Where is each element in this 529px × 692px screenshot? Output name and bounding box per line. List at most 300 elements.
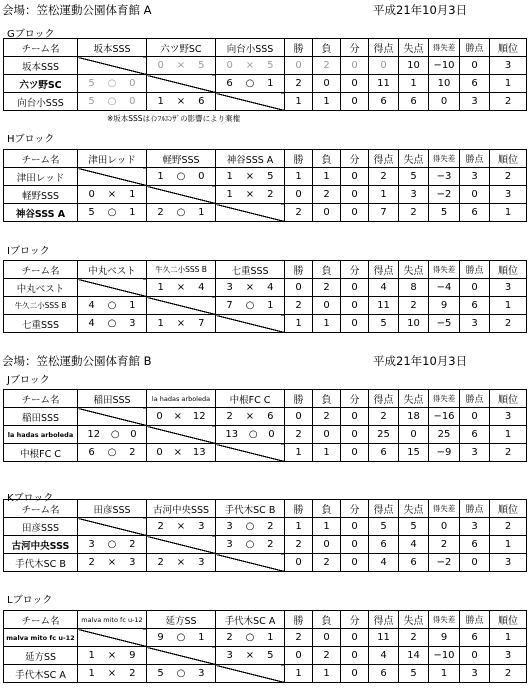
stat-gf: 4 <box>369 554 399 572</box>
home-score: 2 <box>157 557 164 568</box>
self-match-cell <box>147 536 216 554</box>
match-score <box>78 78 146 89</box>
match-score <box>216 78 284 89</box>
opponent-header: 牛久二小SSS B <box>147 261 216 279</box>
pts-header: 勝点 <box>460 261 490 279</box>
result-mark: × <box>245 650 255 661</box>
stat-win: 0 <box>285 647 313 665</box>
opponent-header: 津田レッド <box>78 150 147 168</box>
home-score: 13 <box>225 429 239 440</box>
match-result-cell <box>147 57 216 75</box>
away-score: 5 <box>267 60 274 71</box>
team-row <box>4 279 527 297</box>
team-row <box>4 518 527 536</box>
home-score: 1 <box>157 171 164 182</box>
match-score <box>216 189 284 200</box>
self-match-cell <box>78 408 147 426</box>
venue-b-title: 会場：笠松運動公園体育館 B <box>2 354 152 368</box>
header-row <box>4 611 527 629</box>
away-score: 5 <box>267 171 274 182</box>
match-score <box>216 171 284 182</box>
rank-header: 順位 <box>490 390 527 408</box>
away-score: 3 <box>198 521 205 532</box>
stat-draw: 0 <box>341 57 369 75</box>
match-result-cell <box>78 186 147 204</box>
pts-header: 勝点 <box>460 390 490 408</box>
result-mark: ○ <box>110 429 120 440</box>
away-score: 13 <box>192 447 206 458</box>
self-match-cell <box>78 168 147 186</box>
draw-header: 分 <box>341 39 369 57</box>
league-table-j <box>3 389 527 462</box>
opponent-header: 軽野SSS <box>147 150 216 168</box>
gf-header: 得点 <box>369 390 399 408</box>
team-row <box>4 186 527 204</box>
lose-header: 負 <box>313 261 341 279</box>
gd-header: 得失差 <box>429 500 460 518</box>
stat-win: 0 <box>285 279 313 297</box>
stat-draw: 0 <box>341 426 369 444</box>
away-score: 0 <box>129 78 136 89</box>
stat-rank: 2 <box>490 93 527 111</box>
stat-ga: 10 <box>399 315 429 333</box>
stat-gd: −10 <box>429 647 460 665</box>
opponent-header: 手代木SC B <box>216 500 285 518</box>
team-name-header: チーム名 <box>4 261 78 279</box>
stat-rank: 2 <box>490 518 527 536</box>
gd-header: 得失差 <box>429 261 460 279</box>
stat-gf: 11 <box>369 297 399 315</box>
away-score: 4 <box>267 282 274 293</box>
opponent-header: 神谷SSS A <box>216 150 285 168</box>
match-score <box>216 650 284 661</box>
away-score: 6 <box>267 411 274 422</box>
stat-gd: −10 <box>429 57 460 75</box>
home-score: 2 <box>226 632 233 643</box>
match-result-cell <box>78 426 147 444</box>
stat-gf: 2 <box>369 168 399 186</box>
stat-ga: 2 <box>399 629 429 647</box>
draw-header: 分 <box>341 261 369 279</box>
match-score <box>78 318 146 329</box>
stat-win: 0 <box>285 57 313 75</box>
pts-header: 勝点 <box>460 500 490 518</box>
stat-pts: 0 <box>460 186 490 204</box>
team-name-header: チーム名 <box>4 390 78 408</box>
stat-lose: 1 <box>313 444 341 462</box>
match-result-cell <box>216 186 285 204</box>
lose-header: 負 <box>313 150 341 168</box>
stat-gd: 9 <box>429 297 460 315</box>
match-result-cell <box>78 297 147 315</box>
stat-gf: 11 <box>369 629 399 647</box>
result-mark: × <box>107 668 117 679</box>
stat-lose: 2 <box>313 647 341 665</box>
stat-lose: 1 <box>313 315 341 333</box>
stat-rank: 3 <box>490 554 527 572</box>
home-score: 0 <box>157 60 164 71</box>
away-score: 2 <box>129 447 136 458</box>
team-name: 田彦SSS <box>4 518 78 536</box>
match-score <box>216 411 284 422</box>
block-title: Iブロック <box>7 246 50 257</box>
match-score <box>78 650 146 661</box>
stat-win: 2 <box>285 204 313 222</box>
stat-lose: 0 <box>313 536 341 554</box>
stat-gf: 11 <box>369 75 399 93</box>
pts-header: 勝点 <box>460 611 490 629</box>
stat-lose: 0 <box>313 629 341 647</box>
stat-win: 1 <box>285 168 313 186</box>
venue-b-date: 平成21年10月3日 <box>373 354 468 368</box>
away-score: 1 <box>267 78 274 89</box>
stat-lose: 1 <box>313 518 341 536</box>
stat-ga: 4 <box>399 536 429 554</box>
lose-header: 負 <box>313 500 341 518</box>
match-result-cell <box>78 75 147 93</box>
block-title: Lブロック <box>7 595 53 606</box>
stat-pts: 6 <box>460 629 490 647</box>
match-score <box>78 557 146 568</box>
stat-win: 2 <box>285 426 313 444</box>
match-result-cell <box>216 168 285 186</box>
stat-pts: 0 <box>460 57 490 75</box>
team-name: 七重SSS <box>4 315 78 333</box>
stat-lose: 0 <box>313 426 341 444</box>
away-score: 0 <box>129 96 136 107</box>
rank-header: 順位 <box>490 261 527 279</box>
home-score: 3 <box>226 650 233 661</box>
match-result-cell <box>216 279 285 297</box>
stat-draw: 0 <box>341 186 369 204</box>
win-header: 勝 <box>285 611 313 629</box>
stat-lose: 2 <box>313 408 341 426</box>
stat-pts: 3 <box>460 518 490 536</box>
result-mark: ○ <box>176 668 186 679</box>
opponent-header: 七重SSS <box>216 261 285 279</box>
away-score: 2 <box>267 539 274 550</box>
team-row <box>4 665 527 683</box>
stat-gf: 25 <box>369 426 399 444</box>
stat-rank: 2 <box>490 665 527 683</box>
team-name: 軽野SSS <box>4 186 78 204</box>
stat-lose: 2 <box>313 279 341 297</box>
result-mark: ○ <box>245 632 255 643</box>
home-score: 2 <box>226 411 233 422</box>
stat-ga: 5 <box>399 168 429 186</box>
result-mark: × <box>245 411 255 422</box>
league-table-l <box>3 610 527 683</box>
match-score <box>147 60 215 71</box>
ga-header: 失点 <box>399 390 429 408</box>
team-name: 津田レッド <box>4 168 78 186</box>
result-mark: × <box>173 447 182 458</box>
gd-header: 得失差 <box>429 39 460 57</box>
match-score <box>78 429 146 440</box>
stat-rank: 1 <box>490 204 527 222</box>
stat-gd: 1 <box>429 665 460 683</box>
stat-rank: 3 <box>490 57 527 75</box>
match-score <box>78 300 146 311</box>
away-score: 12 <box>192 411 206 422</box>
match-score <box>78 189 146 200</box>
home-score: 0 <box>156 411 163 422</box>
stat-rank: 2 <box>490 315 527 333</box>
match-score <box>216 521 284 532</box>
stat-ga: 15 <box>399 444 429 462</box>
result-mark: × <box>176 60 186 71</box>
match-result-cell <box>216 408 285 426</box>
header-row <box>4 150 527 168</box>
match-result-cell <box>216 75 285 93</box>
home-score: 0 <box>226 60 233 71</box>
stat-gf: 4 <box>369 279 399 297</box>
match-score <box>147 171 215 182</box>
stat-draw: 0 <box>341 518 369 536</box>
stat-ga: 18 <box>399 408 429 426</box>
stat-rank: 1 <box>490 629 527 647</box>
stat-lose: 1 <box>313 168 341 186</box>
match-result-cell <box>147 204 216 222</box>
team-name-header: チーム名 <box>4 150 78 168</box>
gf-header: 得点 <box>369 611 399 629</box>
away-score: 3 <box>198 557 205 568</box>
result-mark: ○ <box>176 632 186 643</box>
away-score: 1 <box>198 632 205 643</box>
result-mark: × <box>107 557 117 568</box>
self-match-cell <box>147 186 216 204</box>
home-score: 1 <box>157 282 164 293</box>
team-row <box>4 315 527 333</box>
result-mark: ○ <box>248 429 258 440</box>
result-mark: × <box>245 282 255 293</box>
stat-rank: 1 <box>490 297 527 315</box>
result-mark: × <box>107 650 117 661</box>
stat-rank: 3 <box>490 408 527 426</box>
team-name: 稲田SSS <box>4 408 78 426</box>
home-score: 2 <box>88 557 95 568</box>
stat-pts: 3 <box>460 93 490 111</box>
stat-pts: 6 <box>460 536 490 554</box>
self-match-cell <box>147 426 216 444</box>
stat-ga: 10 <box>399 57 429 75</box>
self-match-cell <box>147 75 216 93</box>
header-row <box>4 261 527 279</box>
match-score <box>147 207 215 218</box>
match-score <box>147 318 215 329</box>
match-result-cell <box>216 629 285 647</box>
team-name: 延方SS <box>4 647 78 665</box>
stat-gf: 6 <box>369 93 399 111</box>
rank-header: 順位 <box>490 39 527 57</box>
ga-header: 失点 <box>399 261 429 279</box>
stat-gf: 4 <box>369 647 399 665</box>
match-score <box>216 632 284 643</box>
team-row <box>4 93 527 111</box>
stat-ga: 6 <box>399 93 429 111</box>
away-score: 1 <box>129 300 136 311</box>
league-table-h <box>3 149 527 222</box>
stat-lose: 0 <box>313 297 341 315</box>
team-name-header: チーム名 <box>4 500 78 518</box>
stat-gd: −16 <box>429 408 460 426</box>
team-name: 神谷SSS A <box>4 204 78 222</box>
self-match-cell <box>216 665 285 683</box>
stat-win: 1 <box>285 444 313 462</box>
result-mark: × <box>245 189 255 200</box>
draw-header: 分 <box>341 150 369 168</box>
home-score: 12 <box>87 429 101 440</box>
gf-header: 得点 <box>369 39 399 57</box>
opponent-header: 向台小SSS <box>216 39 285 57</box>
stat-win: 1 <box>285 315 313 333</box>
stat-lose: 2 <box>313 57 341 75</box>
team-name: 中丸ベスト <box>4 279 78 297</box>
self-match-cell <box>216 93 285 111</box>
result-mark: × <box>176 557 186 568</box>
home-score: 1 <box>157 96 164 107</box>
away-score: 2 <box>267 521 274 532</box>
stat-lose: 0 <box>313 204 341 222</box>
match-score <box>78 207 146 218</box>
match-score <box>78 447 146 458</box>
home-score: 6 <box>226 78 233 89</box>
stat-ga: 0 <box>399 426 429 444</box>
team-name-header: チーム名 <box>4 39 78 57</box>
block-title: Jブロック <box>7 375 50 386</box>
stat-draw: 0 <box>341 536 369 554</box>
team-name: 牛久二小SSS B <box>4 297 78 315</box>
team-row <box>4 444 527 462</box>
match-score <box>216 429 284 440</box>
away-score: 1 <box>198 207 205 218</box>
stat-win: 2 <box>285 629 313 647</box>
opponent-header: 中丸ベスト <box>78 261 147 279</box>
result-mark: ○ <box>107 318 117 329</box>
result-mark: ○ <box>107 539 117 550</box>
result-mark: × <box>176 318 186 329</box>
opponent-header: 延方SS <box>147 611 216 629</box>
stat-lose: 1 <box>313 93 341 111</box>
match-score <box>216 282 284 293</box>
result-mark: ○ <box>107 447 117 458</box>
opponent-header: 田彦SSS <box>78 500 147 518</box>
away-score: 2 <box>129 668 136 679</box>
match-result-cell <box>216 518 285 536</box>
venue-a-title: 会場：笠松運動公園体育館 A <box>2 3 152 17</box>
match-result-cell <box>78 665 147 683</box>
stat-draw: 0 <box>341 297 369 315</box>
match-score <box>147 447 215 458</box>
stat-pts: 6 <box>460 204 490 222</box>
lose-header: 負 <box>313 39 341 57</box>
stat-rank: 1 <box>490 536 527 554</box>
win-header: 勝 <box>285 390 313 408</box>
away-score: 9 <box>129 650 136 661</box>
draw-header: 分 <box>341 500 369 518</box>
self-match-cell <box>147 647 216 665</box>
stat-rank: 3 <box>490 186 527 204</box>
block-title: Kブロック <box>7 493 54 504</box>
home-score: 5 <box>88 96 95 107</box>
home-score: 1 <box>226 171 233 182</box>
win-header: 勝 <box>285 261 313 279</box>
stat-rank: 3 <box>490 279 527 297</box>
home-score: 1 <box>157 318 164 329</box>
stat-gd: −3 <box>429 168 460 186</box>
match-result-cell <box>216 297 285 315</box>
stat-pts: 3 <box>460 168 490 186</box>
pts-header: 勝点 <box>460 150 490 168</box>
win-header: 勝 <box>285 39 313 57</box>
league-table-g <box>3 38 527 111</box>
venue-a-date: 平成21年10月3日 <box>373 3 468 17</box>
home-score: 1 <box>88 650 95 661</box>
stat-pts: 0 <box>460 554 490 572</box>
stat-draw: 0 <box>341 279 369 297</box>
self-match-cell <box>78 518 147 536</box>
away-score: 2 <box>129 539 136 550</box>
ga-header: 失点 <box>399 150 429 168</box>
header-row <box>4 390 527 408</box>
opponent-header: 稲田SSS <box>78 390 147 408</box>
match-score <box>147 668 215 679</box>
match-result-cell <box>78 315 147 333</box>
league-table-k <box>3 499 527 572</box>
stat-win: 2 <box>285 297 313 315</box>
stat-gd: −9 <box>429 444 460 462</box>
gd-header: 得失差 <box>429 611 460 629</box>
stat-pts: 0 <box>460 279 490 297</box>
gf-header: 得点 <box>369 150 399 168</box>
stat-gd: −2 <box>429 554 460 572</box>
away-score: 7 <box>198 318 205 329</box>
home-score: 3 <box>226 521 233 532</box>
result-mark: × <box>173 411 182 422</box>
match-result-cell <box>78 204 147 222</box>
match-result-cell <box>147 444 216 462</box>
block-title: Hブロック <box>7 134 55 145</box>
self-match-cell <box>216 444 285 462</box>
stat-pts: 6 <box>460 426 490 444</box>
stat-ga: 5 <box>399 518 429 536</box>
stat-pts: 0 <box>460 408 490 426</box>
away-score: 1 <box>129 189 136 200</box>
result-mark: × <box>176 96 186 107</box>
stat-rank: 3 <box>490 647 527 665</box>
away-score: 3 <box>198 668 205 679</box>
team-row <box>4 75 527 93</box>
stat-draw: 0 <box>341 629 369 647</box>
match-score <box>216 300 284 311</box>
away-score: 5 <box>198 60 205 71</box>
win-header: 勝 <box>285 500 313 518</box>
away-score: 4 <box>198 282 205 293</box>
away-score: 0 <box>268 429 275 440</box>
match-result-cell <box>216 647 285 665</box>
away-score: 5 <box>267 650 274 661</box>
team-row <box>4 57 527 75</box>
match-result-cell <box>147 168 216 186</box>
match-score <box>147 282 215 293</box>
result-mark: ○ <box>245 539 255 550</box>
home-score: 0 <box>156 447 163 458</box>
stat-gd: 0 <box>429 518 460 536</box>
stat-rank: 1 <box>490 426 527 444</box>
stat-ga: 6 <box>399 554 429 572</box>
league-table-i <box>3 260 527 333</box>
team-name: 六ツ野SC <box>4 75 78 93</box>
